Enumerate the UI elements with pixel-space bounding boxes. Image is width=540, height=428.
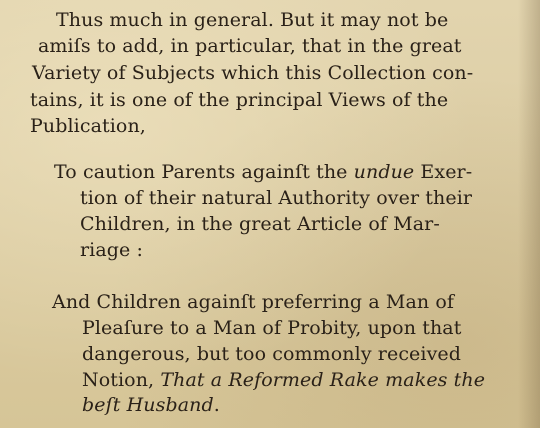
paragraph-2-line-1-end: Exer- <box>414 161 473 183</box>
paragraph-3-line-5-end: . <box>213 394 220 416</box>
paragraph-3-line-4 <box>82 368 485 392</box>
paragraph-1-line-4: tains, it is one of the principal Views of the <box>30 89 449 111</box>
paragraph-2-line-1 <box>54 160 472 184</box>
paragraph-3-line-2: Pleaſure to a Man of Probity, upon that <box>82 317 462 339</box>
paragraph-1-line-5: Publication, <box>30 115 146 137</box>
paragraph-3-line-1: And Children againſt preferring a Man of <box>52 291 455 313</box>
paragraph-2-line-3: Children, in the great Article of Mar- <box>80 213 440 235</box>
paragraph-1-line-2: amiſs to add, in particular, that in the great <box>38 35 462 57</box>
paragraph-3-emphasis-best-husband: beſt Husband <box>82 394 214 416</box>
paragraph-3-line-4-start: Notion, <box>82 369 161 391</box>
paragraph-2-line-2: tion of their natural Authority over their <box>80 187 473 209</box>
paragraph-2-line-1-start: To caution Parents againſt the <box>54 161 354 183</box>
paragraph-3-line-5 <box>82 393 220 417</box>
paragraph-3-line-3: dangerous, but too commonly received <box>82 343 462 365</box>
paragraph-2-emphasis-undue: undue <box>353 161 415 183</box>
paragraph-1-line-3: Variety of Subjects which this Collection con- <box>32 62 474 84</box>
paragraph-3-emphasis-reformed-rake: That a Reformed Rake makes the <box>160 369 486 391</box>
page-edge-shadow <box>518 0 540 428</box>
paragraph-1-line-1: Thus much in general. But it may not be <box>56 9 449 31</box>
paragraph-2-line-4: riage : <box>80 239 144 261</box>
